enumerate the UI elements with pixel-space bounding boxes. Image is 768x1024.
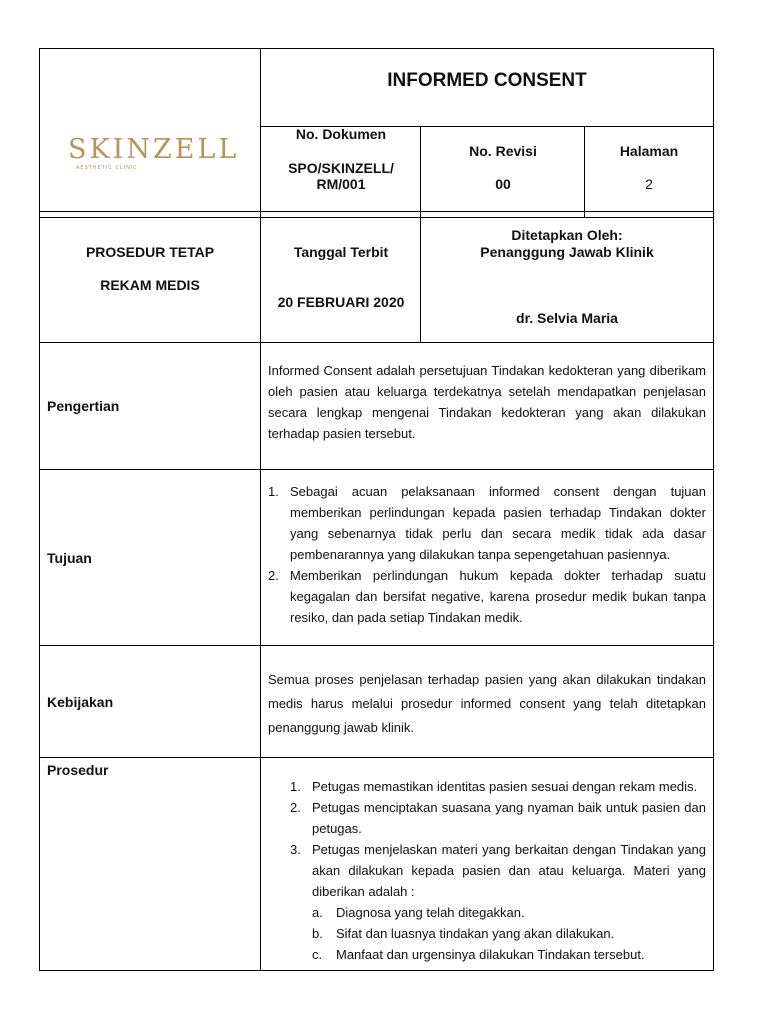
- sub-list-item-text: Sifat dan luasnya tindakan yang akan dilakukan.: [336, 926, 615, 941]
- list-item-number: 2.: [290, 800, 301, 815]
- border-outer-left: [39, 48, 40, 971]
- logo-wordmark: SKINZELL: [68, 134, 240, 165]
- list-item-number: 2.: [268, 568, 279, 583]
- list-item-text: Petugas menciptakan suasana yang nyaman baik untuk pasien dan petugas.: [312, 800, 706, 836]
- list-item: [268, 481, 706, 565]
- divider-h-header-bottom-2: [39, 217, 714, 218]
- clinic-logo: [68, 134, 238, 174]
- sub-list-item: [312, 944, 706, 965]
- section-label-tujuan: Tujuan: [47, 550, 92, 566]
- border-outer-top: [39, 48, 714, 49]
- kebijakan-text: Semua proses penjelasan terhadap pasien yang akan dilakukan tindakan medis harus melalui prosedur informed consent yang telah ditetapkan penanggung jawab klinik.: [268, 672, 706, 735]
- divider-h-tujuan: [39, 645, 714, 646]
- section-label-pengertian: Pengertian: [47, 398, 120, 414]
- sub-list-item-letter: a.: [312, 905, 323, 920]
- divider-v-revisi: [584, 126, 585, 218]
- list-item-text: Sebagai acuan pelaksanaan informed consent dengan tujuan memberikan perlindungan kepada pasien terhadap Tindakan dokter yang sebenarnya tidak perlu dan secara medik tidak ada dasar pembenarannya yang dilakukan tanpa sepengetahuan pasiennya.: [290, 484, 706, 562]
- no-revisi-value: 00: [495, 176, 511, 192]
- rekam-medis-label: REKAM MEDIS: [100, 277, 200, 293]
- no-dokumen-value: SPO/SKINZELL/ RM/001: [288, 160, 394, 192]
- sub-list-item-letter: c.: [312, 947, 323, 962]
- border-outer-bottom: [39, 970, 714, 971]
- list-item-number: 1.: [268, 484, 279, 499]
- tujuan-list: [268, 481, 706, 628]
- halaman-value: 2: [645, 176, 653, 192]
- sub-list-item-text: Manfaat dan urgensinya dilakukan Tindakan tersebut.: [336, 947, 645, 962]
- ditetapkan-label: Ditetapkan Oleh:: [511, 227, 623, 243]
- sub-list-item-letter: b.: [312, 926, 323, 941]
- divider-h-meta: [39, 342, 714, 343]
- sub-list-item-text: Diagnosa yang telah ditegakkan.: [336, 905, 525, 920]
- list-item-text: Memberikan perlindungan hukum kepada dokter terhadap suatu kegagalan dan bersifat negative, karena prosedur medik bukan tanpa resiko, dan pada setiap Tindakan medik.: [290, 568, 706, 625]
- logo-tagline: AESTHETIC CLINIC: [76, 165, 138, 171]
- border-outer-right: [713, 48, 714, 971]
- list-item-text: Petugas menjelaskan materi yang berkaitan dengan Tindakan yang akan dilakukan kepada pasien dan atau keluarga. Materi yang diberikan adalah :: [312, 842, 706, 899]
- sub-list: [290, 902, 706, 965]
- list-item: [290, 797, 706, 839]
- ditetapkan-role: Penanggung Jawab Klinik: [480, 244, 654, 260]
- prosedur-tetap-label: PROSEDUR TETAP: [85, 244, 215, 260]
- sub-list-item: [312, 902, 706, 923]
- tanggal-terbit-value: 20 FEBRUARI 2020: [277, 294, 405, 310]
- divider-h-pengertian: [39, 469, 714, 470]
- list-item: [290, 776, 706, 797]
- list-item-number: 1.: [290, 779, 301, 794]
- prosedur-list: [290, 776, 706, 965]
- list-item-number: 3.: [290, 842, 301, 857]
- halaman-label: Halaman: [619, 143, 679, 159]
- section-label-prosedur: Prosedur: [47, 762, 109, 778]
- list-item-text: Petugas memastikan identitas pasien sesuai dengan rekam medis.: [312, 779, 698, 794]
- tanggal-terbit-label: Tanggal Terbit: [293, 244, 389, 260]
- no-dokumen-label: No. Dokumen: [295, 126, 387, 142]
- sub-list-item: [312, 923, 706, 944]
- divider-h-header-bottom-1: [39, 211, 714, 212]
- document-title: INFORMED CONSENT: [387, 70, 587, 91]
- section-label-kebijakan: Kebijakan: [47, 694, 114, 710]
- ditetapkan-name: dr. Selvia Maria: [516, 310, 618, 326]
- divider-h-kebijakan: [39, 757, 714, 758]
- list-item: [268, 565, 706, 628]
- pengertian-text: Informed Consent adalah persetujuan Tindakan kedokteran yang diberikam oleh pasien atau keluarga terdekatnya setelah mendapatkan penjelasan secara lengkap mengenai Tindakan kedokteran yang akan dilakukan terhadap pasien tersebut.: [268, 363, 706, 441]
- no-revisi-label: No. Revisi: [469, 143, 537, 159]
- list-item: [290, 839, 706, 902]
